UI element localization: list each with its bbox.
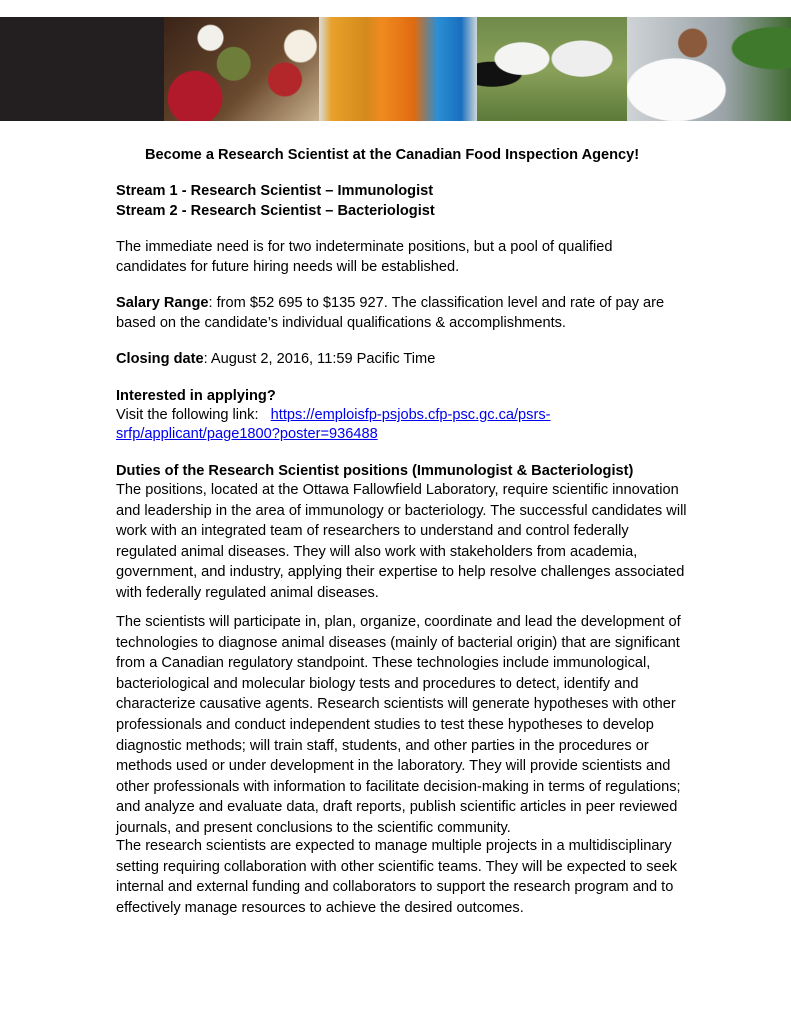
paragraph-line: setting requiring collaboration with other scientific teams. They will be expected to seek — [116, 858, 678, 875]
apply-link-continued[interactable]: srfp/applicant/page1800?poster=936488 — [116, 426, 378, 442]
paragraph-line: other professionals with information to facilitate decision-making in terms of regulations; — [116, 778, 681, 795]
apply-heading: Interested in applying? — [116, 388, 276, 404]
paragraph-line: with federally regulated animal diseases. — [116, 585, 379, 601]
need-line: candidates for future hiring needs will be established. — [116, 259, 460, 275]
banner-cows-photo — [477, 17, 627, 121]
paragraph-line: from a Canadian regulatory standpoint. These technologies include immunological, — [116, 655, 651, 672]
paragraph-line: The research scientists are expected to manage multiple projects in a multidisciplinary — [116, 838, 672, 854]
need-line: The immediate need is for two indeterminate positions, but a pool of qualified — [116, 239, 613, 255]
banner-lab-flasks-photo — [319, 17, 477, 121]
stream-1: Stream 1 - Research Scientist – Immunologist — [116, 183, 434, 199]
banner-dark-panel — [0, 17, 164, 121]
header-banner — [0, 17, 791, 121]
paragraph-line: and leadership in the area of immunology or bacteriology. The successful candidates will — [116, 502, 687, 519]
salary-text: : from $52 695 to $135 927. The classification level and rate of pay are — [208, 295, 665, 311]
paragraph-line: regulated animal diseases. They will also work with stakeholders from academia, — [116, 543, 638, 560]
stream-2: Stream 2 - Research Scientist – Bacteriologist — [116, 203, 435, 219]
paragraph-line: government, and industry, applying their expertise to help resolve challenges associated — [116, 564, 685, 581]
paragraph-line: professionals and conduct independent studies to test these hypotheses to develop — [116, 717, 654, 733]
paragraph-line: effectively manage resources to achieve the desired outcomes. — [116, 899, 524, 916]
paragraph-line: journals, and present conclusions to the scientific community. — [116, 820, 511, 836]
apply-prompt-line — [116, 405, 551, 425]
duties-heading: Duties of the Research Scientist positions (Immunologist & Bacteriologist) — [116, 463, 634, 479]
paragraph-line: The positions, located at the Ottawa Fallowfield Laboratory, require scientific innovation — [116, 482, 679, 498]
paragraph-line: work with an integrated team of researchers to understand and control federally — [116, 523, 629, 540]
paragraph-line: and analyze and evaluate data, draft reports, publish scientific articles in peer reviewed — [116, 799, 678, 816]
paragraph-line: technologies to diagnose animal diseases (mainly of bacterial origin) that are significant — [116, 634, 680, 651]
salary-line-2: based on the candidate’s individual qualifications & accomplishments. — [116, 315, 566, 331]
page-title: Become a Research Scientist at the Canadian Food Inspection Agency! — [145, 147, 640, 163]
paragraph-line: The scientists will participate in, plan, organize, coordinate and lead the development of — [116, 614, 681, 630]
paragraph-line: bacteriological and molecular biology tests and procedures to detect, identify and — [116, 675, 639, 692]
salary-label: Salary Range — [116, 295, 209, 311]
salary-line — [116, 293, 664, 313]
paragraph-line: methods used or under development in the laboratory. They will provide scientists and — [116, 758, 671, 775]
banner-scientist-photo — [627, 17, 791, 121]
closing-date — [116, 349, 435, 369]
banner-food-photo — [164, 17, 319, 121]
paragraph-line: diagnostic methods; will train staff, students, and other parties in the procedures or — [116, 737, 649, 754]
paragraph-line: internal and external funding and collaborators to support the research program and to — [116, 879, 674, 896]
closing-value: : August 2, 2016, 11:59 Pacific Time — [203, 351, 436, 367]
closing-label: Closing date — [116, 351, 204, 367]
apply-prompt: Visit the following link: — [116, 407, 259, 423]
apply-link[interactable]: https://emploisfp-psjobs.cfp-psc.gc.ca/psrs- — [270, 407, 551, 423]
paragraph-line: characterize causative agents. Research scientists will generate hypotheses with other — [116, 696, 676, 713]
apply-link-line-2 — [116, 424, 378, 444]
